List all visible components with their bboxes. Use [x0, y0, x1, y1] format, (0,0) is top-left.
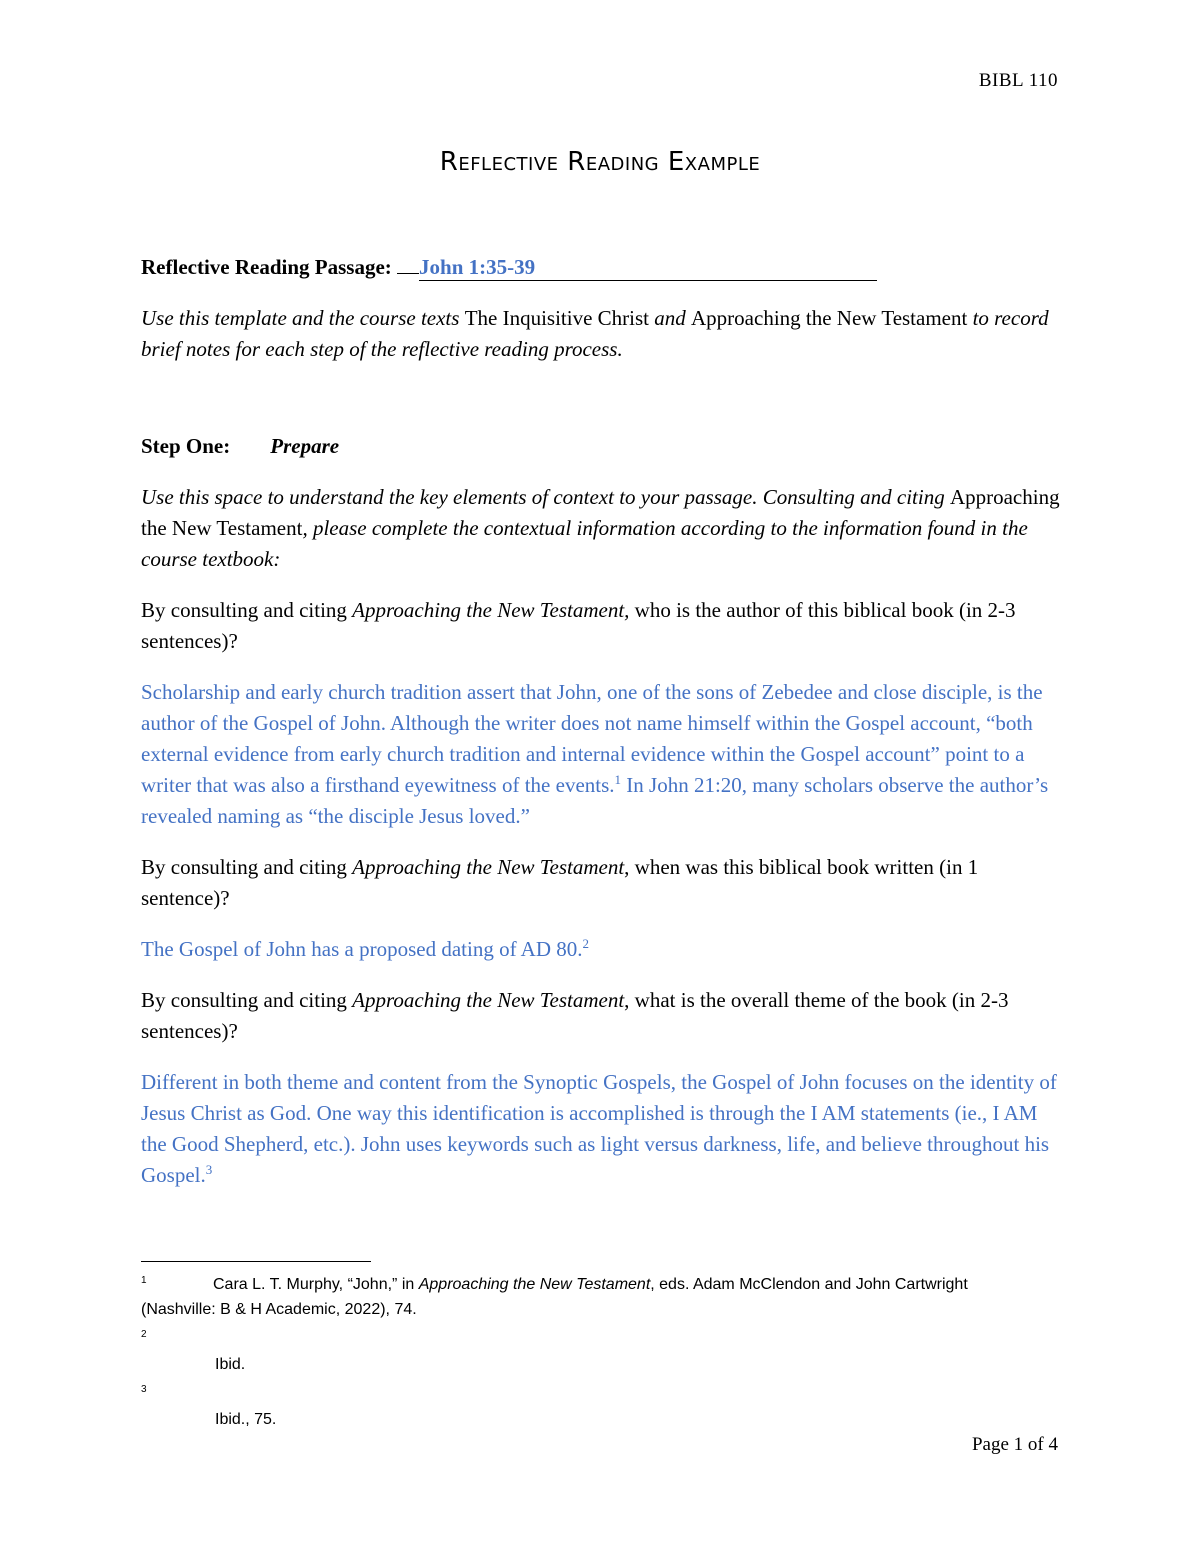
footnote-number: 1 [141, 1275, 147, 1286]
footnote-ref-3[interactable]: 3 [205, 1162, 213, 1177]
header-course-code: BIBL 110 [978, 70, 1058, 91]
passage-line [141, 252, 1061, 283]
passage-value: John 1:35-39 [419, 254, 877, 281]
footnote-text-after: , eds. Adam McClendon and John Cartwright (Nashville: B & H Academic, 2022), 74. [141, 1276, 968, 1318]
footnote-number-3: 3 [141, 1384, 147, 1395]
intro-book1: The Inquisitive Christ [464, 306, 650, 330]
answer-theme [141, 1067, 1061, 1191]
answer-date [141, 934, 1061, 965]
intro-and: and [649, 306, 692, 330]
instruction-part2: , please complete the contextual information according to the information found in the course textbook: [141, 516, 1028, 571]
question-book: Approaching the New Testament [352, 855, 625, 879]
question-suffix: who is the author of this biblical book (in 2-3 sentences)? [141, 598, 1016, 653]
question-date [141, 852, 1061, 914]
footnote-ref-2[interactable]: 2 [582, 936, 590, 951]
question-suffix: , what is the overall theme of the book (in 2-3 sentences)? [141, 988, 1009, 1043]
intro-book2: Approaching the New Testament [691, 306, 968, 330]
step-one-instruction [141, 482, 1061, 575]
answer-text: Different in both theme and content from the Synoptic Gospels, the Gospel of John focuses on the identity of Jesus Christ as God. One way this identification is accomplished is through the I AM statements (ie., I AM the Good Shepherd, etc.). John uses keywords such as light versus darkness, life, and believe throughout his Gospel. [141, 1070, 1057, 1187]
instruction-part1: Use this space to understand the key elements of context to your passage. Consulting and citing [141, 485, 950, 509]
footnote-number-2: 2 [141, 1329, 147, 1340]
answer-author [141, 677, 1061, 832]
footnote-3: Ibid., 75. [215, 1411, 277, 1428]
footnote-text: Cara L. T. Murphy, “John,” in [213, 1276, 419, 1293]
step-one-name: Prepare [270, 434, 340, 458]
question-theme [141, 985, 1061, 1047]
question-author [141, 595, 1061, 657]
footnote-1 [141, 1268, 1041, 1322]
footnote-2: Ibid. [215, 1356, 246, 1373]
intro-paragraph [141, 303, 1061, 365]
passage-lead-blank [397, 273, 419, 274]
answer-text: Scholarship and early church tradition assert that John, one of the sons of Zebedee and close disciple, is the author of the Gospel of John. Although the writer does not name himself within the Gospel account, “both external evidence from early church tradition and internal evidence within the Gospel account” point to a writer that was also a firsthand eyewitness of the events. [141, 680, 1043, 797]
page-title: Reflective Reading Example [439, 147, 761, 177]
question-book: Approaching the New Testament, [352, 598, 630, 622]
page-number: Page 1 of 4 [971, 1434, 1058, 1455]
question-prefix: By consulting and citing [141, 988, 353, 1012]
question-suffix: , when was this biblical book written (in 1 sentence)? [141, 855, 979, 910]
footnote-book: Approaching the New Testament [418, 1276, 651, 1293]
passage-label: Reflective Reading Passage: [141, 255, 398, 279]
question-book: Approaching the New Testament [352, 988, 625, 1012]
footnote-ref-1[interactable]: 1 [614, 772, 622, 787]
answer-tail: In John 21:20, many scholars observe the author’s revealed naming as “the disciple Jesus loved.” [141, 773, 1049, 828]
footnote-separator [141, 1261, 371, 1262]
step-one-label: Step One: [141, 434, 231, 458]
intro-part2: to record brief notes for each step of the reflective reading process. [141, 306, 1049, 361]
question-prefix: By consulting and citing [141, 855, 353, 879]
footnotes [141, 1268, 1041, 1432]
intro-part1: Use this template and the course texts [141, 306, 465, 330]
instruction-book: Approaching the New Testament [141, 485, 1060, 540]
document-body [141, 252, 1061, 1211]
answer-text: The Gospel of John has a proposed dating of AD 80. [141, 937, 583, 961]
question-prefix: By consulting and citing [141, 598, 353, 622]
step-one-heading [141, 431, 1061, 462]
